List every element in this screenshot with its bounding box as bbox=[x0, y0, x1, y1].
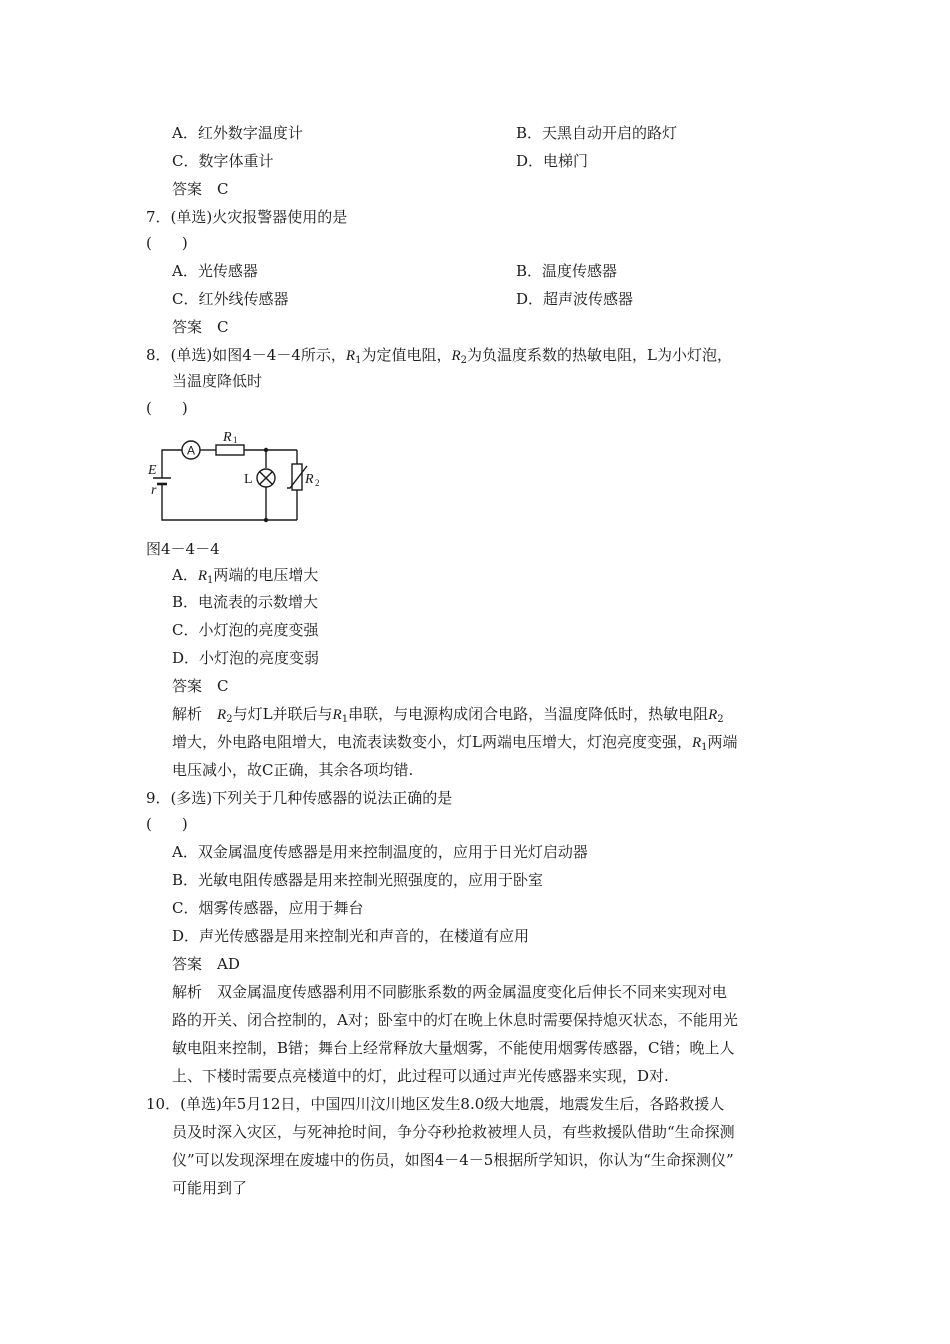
q9-analysis-line: 路的开关、闭合控制的，A对；卧室中的灯在晚上休息时需要保持熄灭状态，不能用光 bbox=[172, 1011, 738, 1029]
q10-stem-line: 可能用到了 bbox=[172, 1179, 248, 1197]
q8-analysis-text-c: 串联，与电源构成闭合电路，当温度降低时，热敏电阻 bbox=[348, 705, 709, 723]
q8-option-a-rest: 两端的电压增大 bbox=[213, 566, 319, 584]
q6-option-c: C．数字体重计 bbox=[172, 152, 274, 170]
q6-option-b: B．天黑自动开启的路灯 bbox=[516, 124, 678, 142]
q8-option-c: C．小灯泡的亮度变强 bbox=[172, 621, 319, 639]
q9-option-d: D．声光传感器是用来控制光和声音的，在楼道有应用 bbox=[172, 927, 530, 945]
lamp-label: L bbox=[244, 472, 253, 487]
q8-r1-symbol: R bbox=[345, 348, 356, 364]
q8-analysis-line1 bbox=[172, 703, 724, 725]
q7-option-c: C．红外线传感器 bbox=[172, 290, 289, 308]
q7-option-d: D．超声波传感器 bbox=[516, 290, 634, 308]
circuit-diagram bbox=[140, 428, 340, 532]
q8-analysis-r2b: R bbox=[708, 707, 718, 723]
wire-top-left bbox=[162, 450, 182, 470]
q9-option-a: A．双金属温度传感器是用来控制温度的，应用于日光灯启动器 bbox=[172, 843, 588, 861]
q8-analysis-2-r1-sub: 1 bbox=[701, 742, 708, 753]
resistor-r1 bbox=[216, 445, 244, 455]
q7-answer: 答案 C bbox=[172, 318, 229, 336]
q10-stem-line: 10．(单选)年5月12日，中国四川汶川地区发生8.0级大地震，地震发生后，各路救援人 bbox=[146, 1095, 725, 1113]
q8-option-a-prefix: A． bbox=[172, 566, 198, 584]
q9-analysis-line: 上、下楼时需要点亮楼道中的灯，此过程可以通过声光传感器来实现，D对. bbox=[172, 1067, 669, 1085]
figure-caption: 图4－4－4 bbox=[146, 540, 220, 558]
internal-resistance-label: r bbox=[151, 483, 157, 498]
q8-answer: 答案 C bbox=[172, 677, 229, 695]
q8-analysis-text-2a: 增大，外电路电阻增大，电流表读数变小，灯L两端电压增大，灯泡亮度变强， bbox=[172, 733, 692, 751]
q9-analysis-line: 解析 双金属温度传感器利用不同膨胀系数的两金属温度变化后伸长不同来实现对电 bbox=[172, 983, 728, 1001]
q8-analysis-r1: R bbox=[332, 707, 342, 723]
q10-stem-line: 仪”可以发现深埋在废墟中的伤员，如图4－4－5根据所学知识，你认为“生命探测仪” bbox=[172, 1151, 734, 1169]
q8-analysis-text-b: 与灯L并联后与 bbox=[232, 705, 333, 723]
q8-stem-line2: 当温度降低时 bbox=[172, 372, 263, 390]
q8-analysis-label: 解析 bbox=[172, 705, 218, 723]
q6-option-d: D．电梯门 bbox=[516, 152, 589, 170]
q9-analysis-line: 敏电阻来控制，B错；舞台上经常释放大量烟雾，不能使用烟雾传感器，C错；晚上人 bbox=[172, 1039, 735, 1057]
q6-option-a: A．红外数字温度计 bbox=[172, 124, 303, 142]
r2-figure-subscript: 2 bbox=[315, 478, 320, 488]
q7-paren: ( ) bbox=[146, 234, 188, 252]
wire-bottom bbox=[162, 492, 297, 520]
q8-option-a-r: R bbox=[197, 568, 208, 584]
q8-analysis-r1-sub: 1 bbox=[341, 714, 349, 725]
thermistor-r2 bbox=[292, 464, 302, 490]
q8-r2-symbol: R bbox=[451, 348, 461, 364]
q8-stem-prefix: 8．(单选)如图4－4－4所示， bbox=[146, 346, 346, 364]
q8-analysis-text-2b: 两端 bbox=[707, 733, 738, 751]
q9-option-c: C．烟雾传感器，应用于舞台 bbox=[172, 899, 364, 917]
emf-label: E bbox=[148, 463, 157, 478]
q9-option-b: B．光敏电阻传感器是用来控制光照强度的，应用于卧室 bbox=[172, 871, 544, 889]
q10-stem-line: 员及时深入灾区，与死神抢时间，争分夺秒抢救被埋人员，有些救援队借助“生命探测 bbox=[172, 1123, 735, 1141]
r1-figure-label: R bbox=[223, 430, 232, 445]
q8-stem-line1 bbox=[146, 344, 732, 366]
q8-paren: ( ) bbox=[146, 399, 188, 417]
q9-paren: ( ) bbox=[146, 815, 188, 833]
q8-option-b: B．电流表的示数增大 bbox=[172, 593, 319, 611]
q8-analysis-r2: R bbox=[217, 707, 227, 723]
q7-option-a: A．光传感器 bbox=[172, 262, 258, 280]
q8-r1-subscript: 1 bbox=[355, 355, 362, 366]
q8-r2-subscript: 2 bbox=[460, 355, 467, 366]
junction-bottom bbox=[264, 518, 268, 522]
r2-figure-label: R bbox=[305, 472, 314, 487]
junction-top bbox=[264, 448, 268, 452]
q8-stem-mid1: 为定值电阻， bbox=[361, 346, 452, 364]
q6-answer: 答案 C bbox=[172, 180, 229, 198]
q8-option-a-sub: 1 bbox=[207, 575, 214, 586]
ammeter-label: A bbox=[186, 443, 196, 458]
r1-figure-subscript: 1 bbox=[233, 435, 238, 445]
q8-analysis-2-r1: R bbox=[691, 735, 702, 751]
q8-option-a bbox=[172, 564, 318, 586]
q8-analysis-line2 bbox=[172, 731, 738, 753]
q8-analysis-line3: 电压减小，故C正确，其余各项均错. bbox=[172, 761, 414, 779]
q9-answer: 答案 AD bbox=[172, 955, 240, 973]
q8-analysis-r2b-sub: 2 bbox=[717, 714, 724, 725]
q7-option-b: B．温度传感器 bbox=[516, 262, 618, 280]
q7-stem: 7．(单选)火灾报警器使用的是 bbox=[146, 208, 348, 226]
q8-stem-mid2: 为负温度系数的热敏电阻，L为小灯泡， bbox=[467, 346, 732, 364]
q8-analysis-r2-sub: 2 bbox=[226, 714, 233, 725]
q9-stem: 9．(多选)下列关于几种传感器的说法正确的是 bbox=[146, 789, 453, 807]
q8-option-d: D．小灯泡的亮度变弱 bbox=[172, 649, 320, 667]
